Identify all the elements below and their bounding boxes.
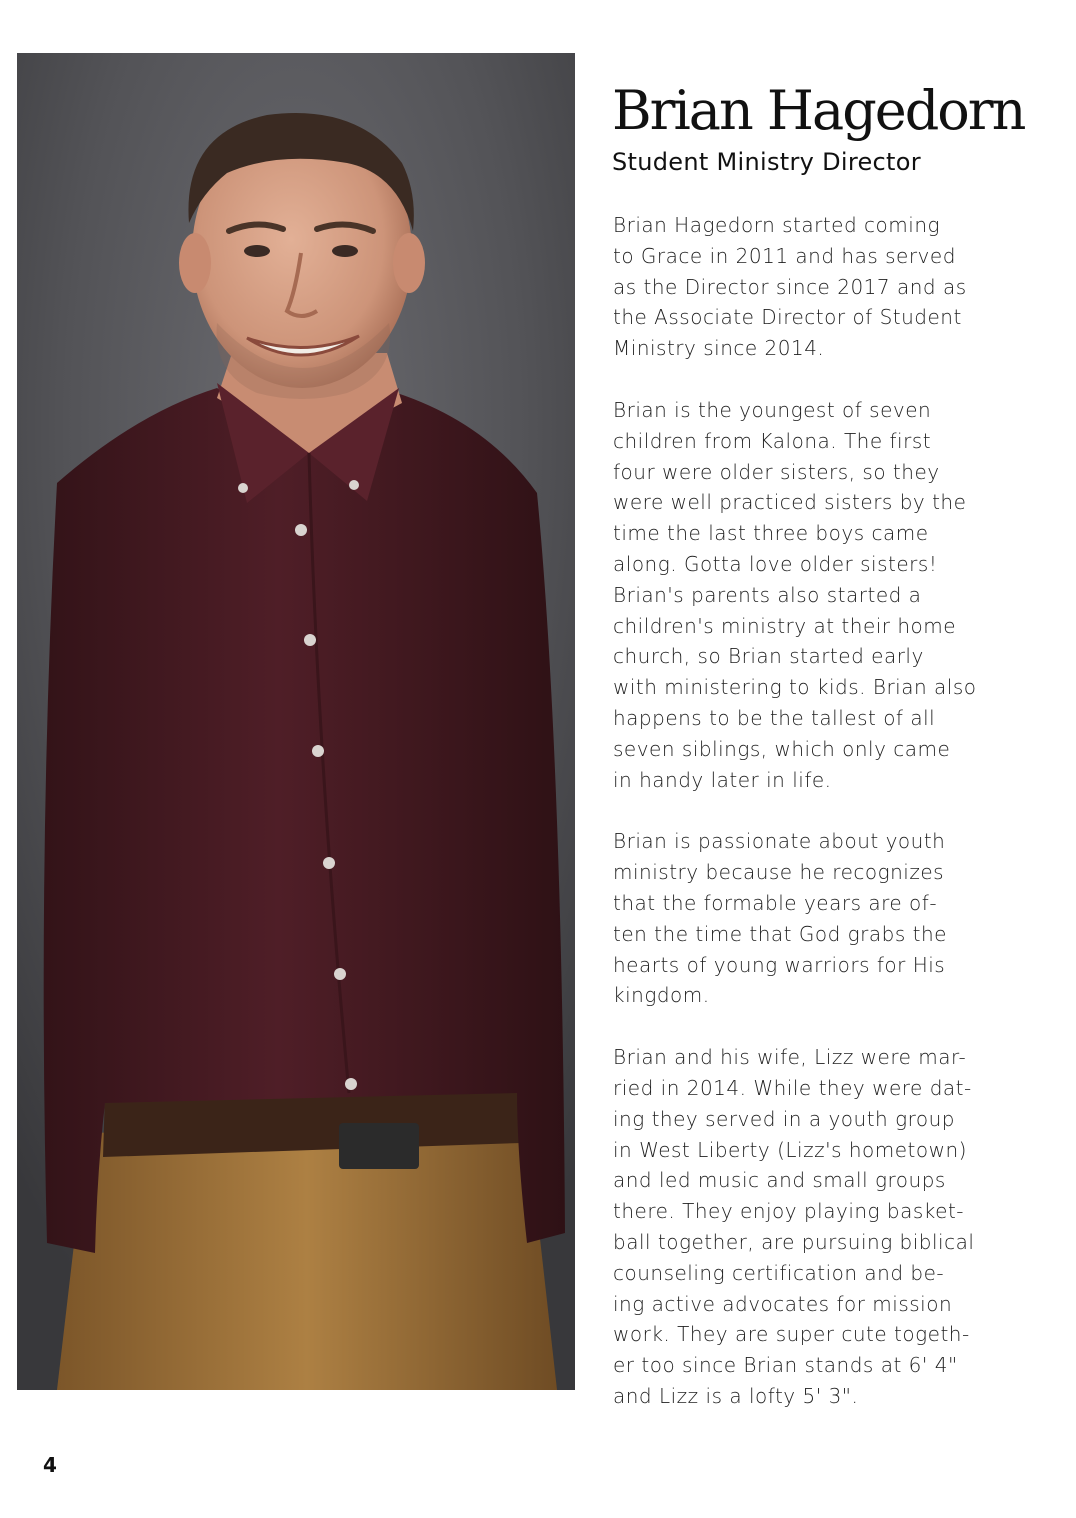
bio-text [613, 210, 1013, 1443]
bio-line: Brian is passionate about youth [613, 829, 946, 854]
bio-line: four were older sisters, so they [613, 459, 940, 484]
eye-left [244, 245, 270, 257]
bio-line: happens to be the tallest of all [613, 705, 936, 730]
shirt-button [349, 480, 359, 490]
bio-line: ing active advocates for mission [613, 1291, 953, 1316]
shirt-button [334, 968, 346, 980]
shirt-button [238, 483, 248, 493]
portrait-photo [17, 53, 575, 1390]
bio-line: kingdom. [613, 983, 710, 1008]
bio-line: seven siblings, which only came [613, 736, 951, 761]
profile-name: Brian Hagedorn [612, 79, 1025, 142]
bio-line: in handy later in life. [613, 767, 832, 792]
bio-line: were well practiced sisters by the [613, 490, 967, 515]
bio-paragraph [613, 210, 1013, 364]
bio-line: ried in 2014. While they were dat- [613, 1075, 972, 1100]
bio-paragraph [613, 826, 1013, 1011]
bio-line: there. They enjoy playing basket- [613, 1199, 965, 1224]
bio-line: hearts of young warriors for His [613, 952, 946, 977]
pants [57, 1123, 557, 1390]
bio-line: to Grace in 2011 and has served [613, 243, 956, 268]
bio-line: and led music and small groups [613, 1168, 946, 1193]
shirt-button [345, 1078, 357, 1090]
bio-line: Ministry since 2014. [613, 336, 825, 361]
portrait-photo-icon [17, 53, 575, 1390]
shirt-button [304, 634, 316, 646]
bio-line: children from Kalona. The first [613, 428, 932, 453]
bio-paragraph [613, 395, 1013, 795]
bio-line: the Associate Director of Student [613, 305, 962, 330]
belt-buckle [339, 1123, 419, 1169]
bio-line: and Lizz is a lofty 5' 3". [613, 1383, 859, 1408]
bio-line: Brian is the youngest of seven [613, 397, 932, 422]
ear-left [179, 233, 211, 293]
bio-line: that the formable years are of- [613, 890, 938, 915]
bio-line: Brian and his wife, Lizz were mar- [613, 1045, 967, 1070]
eye-right [332, 245, 358, 257]
ear-right [393, 233, 425, 293]
shirt-button [323, 857, 335, 869]
bio-line: as the Director since 2017 and as [613, 274, 967, 299]
page-number: 4 [43, 1453, 57, 1477]
bio-line: ten the time that God grabs the [613, 921, 947, 946]
bio-line: Brian Hagedorn started coming [613, 213, 940, 237]
bio-line: time the last three boys came [613, 521, 929, 546]
bio-line: Brian's parents also started a [613, 582, 922, 607]
bio-line: along. Gotta love older sisters! [613, 551, 938, 576]
profile-role: Student Ministry Director [612, 148, 921, 176]
bio-line: counseling certification and be- [613, 1260, 945, 1285]
bio-line: work. They are super cute togeth- [613, 1322, 970, 1347]
shirt-button [312, 745, 324, 757]
bio-line: er too since Brian stands at 6' 4" [613, 1353, 958, 1378]
bio-line: ball together, are pursuing biblical [613, 1229, 975, 1254]
bio-line: children's ministry at their home [613, 613, 957, 638]
bio-line: church, so Brian started early [613, 644, 924, 669]
bio-line: with ministering to kids. Brian also [613, 675, 977, 700]
shirt-button [295, 524, 307, 536]
bio-paragraph [613, 1042, 1013, 1412]
bio-line: in West Liberty (Lizz's hometown) [613, 1137, 967, 1162]
bio-line: ministry because he recognizes [613, 860, 945, 885]
bio-line: ing they served in a youth group [613, 1106, 955, 1131]
